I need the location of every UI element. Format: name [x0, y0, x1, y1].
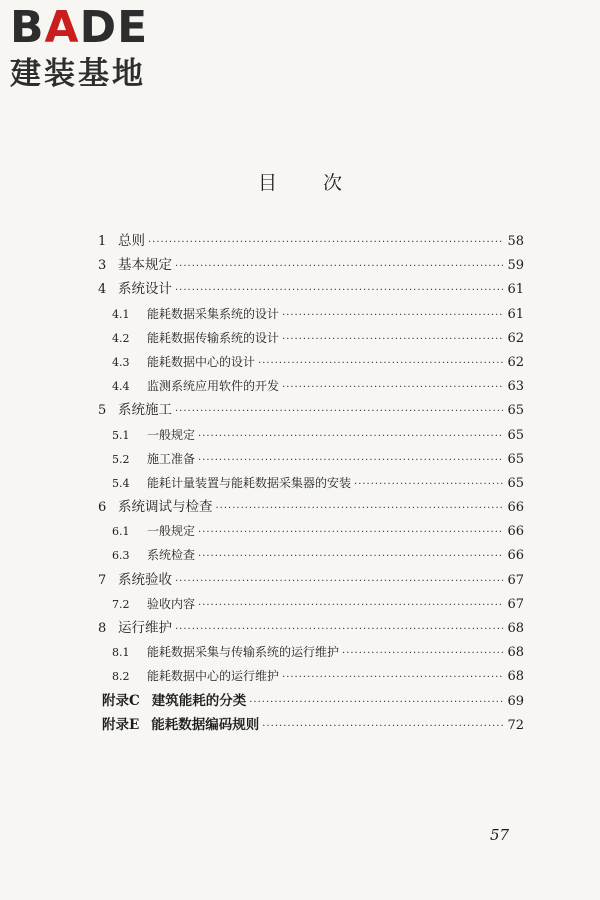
toc-entry-page: 66	[507, 548, 524, 564]
toc-entry-number: 5	[98, 403, 107, 419]
toc-dot-leader	[262, 715, 503, 739]
toc-entry-page: 65	[507, 475, 524, 491]
toc-dot-leader	[282, 666, 503, 690]
toc-entry[interactable]	[96, 664, 524, 688]
toc-entry-page: 61	[507, 282, 524, 298]
toc-dot-leader	[282, 304, 503, 328]
page-number: 57	[490, 826, 510, 844]
table-of-contents	[96, 229, 524, 737]
toc-entry[interactable]	[96, 495, 524, 519]
toc-entry-title: 一般规定	[147, 427, 196, 442]
toc-entry-page: 69	[507, 693, 524, 709]
toc-entry-page: 62	[507, 330, 524, 346]
logo-subtitle: 建装基地	[10, 56, 146, 92]
toc-entry-page: 67	[507, 572, 524, 588]
toc-entry-title: 监测系统应用软件的开发	[147, 379, 280, 394]
toc-entry-title: 一般规定	[147, 524, 196, 539]
toc-entry-title: 基本规定	[118, 257, 172, 274]
toc-dot-leader	[198, 545, 503, 569]
toc-entry-title: 系统验收	[118, 571, 172, 588]
toc-entry-number: 8.2	[112, 670, 130, 684]
toc-dot-leader	[198, 449, 503, 473]
toc-entry-number: 8.1	[112, 646, 130, 660]
toc-entry-page: 68	[507, 645, 524, 661]
toc-entry[interactable]	[96, 398, 524, 422]
toc-entry[interactable]	[96, 277, 524, 301]
toc-entry-page: 65	[507, 451, 524, 467]
toc-entry-number: 8	[98, 621, 107, 636]
toc-entry[interactable]	[96, 302, 524, 326]
toc-entry-title: 运行维护	[118, 620, 172, 636]
toc-entry-number: 4.4	[112, 380, 130, 394]
toc-entry-number: 7.2	[112, 597, 130, 611]
toc-entry-title: 能耗数据中心的运行维护	[147, 669, 280, 684]
toc-entry-number: 7	[98, 572, 107, 588]
toc-entry[interactable]	[96, 350, 524, 374]
toc-dot-leader	[148, 231, 503, 255]
toc-entry-number: 4	[98, 282, 107, 298]
toc-entry-title: 能耗数据中心的设计	[147, 354, 256, 369]
toc-entry-number: 1	[98, 234, 107, 249]
toc-dot-leader	[282, 328, 503, 352]
toc-dot-leader	[198, 425, 503, 449]
toc-entry-page: 61	[507, 306, 524, 322]
toc-entry[interactable]	[96, 423, 524, 447]
toc-entry[interactable]	[96, 568, 524, 592]
toc-dot-leader	[354, 473, 503, 497]
toc-dot-leader	[198, 594, 503, 618]
toc-entry[interactable]	[96, 592, 524, 616]
toc-entry[interactable]	[96, 447, 524, 471]
toc-entry-title: 系统设计	[118, 281, 172, 298]
toc-entry-number: 附录E	[102, 716, 140, 733]
toc-dot-leader	[258, 352, 503, 376]
toc-entry-page: 62	[507, 354, 524, 370]
bade-logo	[10, 4, 185, 92]
toc-dot-leader	[249, 691, 503, 715]
toc-entry-page: 68	[507, 669, 524, 685]
toc-entry-page: 66	[507, 524, 524, 540]
toc-entry-title: 系统施工	[118, 402, 172, 419]
toc-entry-title: 总则	[118, 233, 145, 249]
toc-dot-leader	[175, 618, 503, 642]
toc-entry-page: 65	[507, 427, 524, 443]
toc-entry[interactable]	[96, 229, 524, 253]
toc-entry-number: 4.1	[112, 307, 130, 321]
toc-entry-title: 能耗数据传输系统的设计	[147, 330, 280, 345]
toc-entry[interactable]	[96, 689, 524, 713]
toc-entry-page: 58	[507, 234, 524, 249]
toc-entry-number: 附录C	[102, 692, 140, 709]
toc-entry-title: 能耗数据编码规则	[151, 716, 260, 733]
toc-entry-number: 4.3	[112, 355, 130, 369]
toc-dot-leader	[342, 642, 503, 666]
toc-entry-number: 6.1	[112, 525, 130, 539]
toc-entry-page: 59	[507, 258, 524, 274]
toc-entry-title: 施工准备	[147, 451, 196, 466]
toc-dot-leader	[198, 521, 503, 545]
toc-entry-title: 能耗数据采集系统的设计	[147, 306, 280, 321]
toc-entry-page: 72	[507, 717, 524, 733]
toc-entry-title: 系统调试与检查	[118, 499, 213, 516]
toc-entry-page: 67	[507, 596, 524, 612]
toc-entry-number: 5.1	[112, 428, 130, 442]
toc-dot-leader	[175, 400, 503, 424]
toc-entry-title: 系统检查	[147, 548, 196, 563]
toc-entry-title: 建筑能耗的分类	[151, 692, 247, 709]
toc-entry-number: 5.2	[112, 452, 130, 466]
toc-entry[interactable]	[96, 616, 524, 640]
toc-entry[interactable]	[96, 471, 524, 495]
toc-entry-page: 63	[507, 379, 524, 395]
toc-entry[interactable]	[96, 713, 524, 737]
toc-entry-page: 65	[507, 403, 524, 419]
toc-entry[interactable]	[96, 374, 524, 398]
toc-entry-title: 验收内容	[147, 596, 196, 611]
toc-entry-number: 4.2	[112, 331, 130, 345]
toc-entry-number: 6	[98, 500, 107, 516]
toc-entry[interactable]	[96, 519, 524, 543]
toc-dot-leader	[175, 570, 503, 594]
toc-dot-leader	[282, 376, 503, 400]
toc-entry-number: 5.4	[112, 476, 130, 490]
toc-entry-page: 68	[507, 621, 524, 636]
toc-entry[interactable]	[96, 253, 524, 277]
toc-entry-title: 能耗计量装置与能耗数据采集器的安装	[147, 475, 352, 490]
toc-entry-number: 6.3	[112, 549, 130, 563]
toc-dot-leader	[175, 255, 503, 279]
logo-wordmark: BADE	[10, 2, 149, 53]
page-title: 目次	[257, 172, 388, 194]
toc-entry-page: 66	[507, 500, 524, 516]
toc-entry-number: 3	[98, 258, 107, 274]
toc-dot-leader	[216, 497, 504, 521]
toc-entry[interactable]	[96, 326, 524, 350]
toc-entry-title: 能耗数据采集与传输系统的运行维护	[147, 645, 340, 660]
toc-entry[interactable]	[96, 543, 524, 567]
toc-dot-leader	[175, 279, 503, 303]
toc-entry[interactable]	[96, 640, 524, 664]
